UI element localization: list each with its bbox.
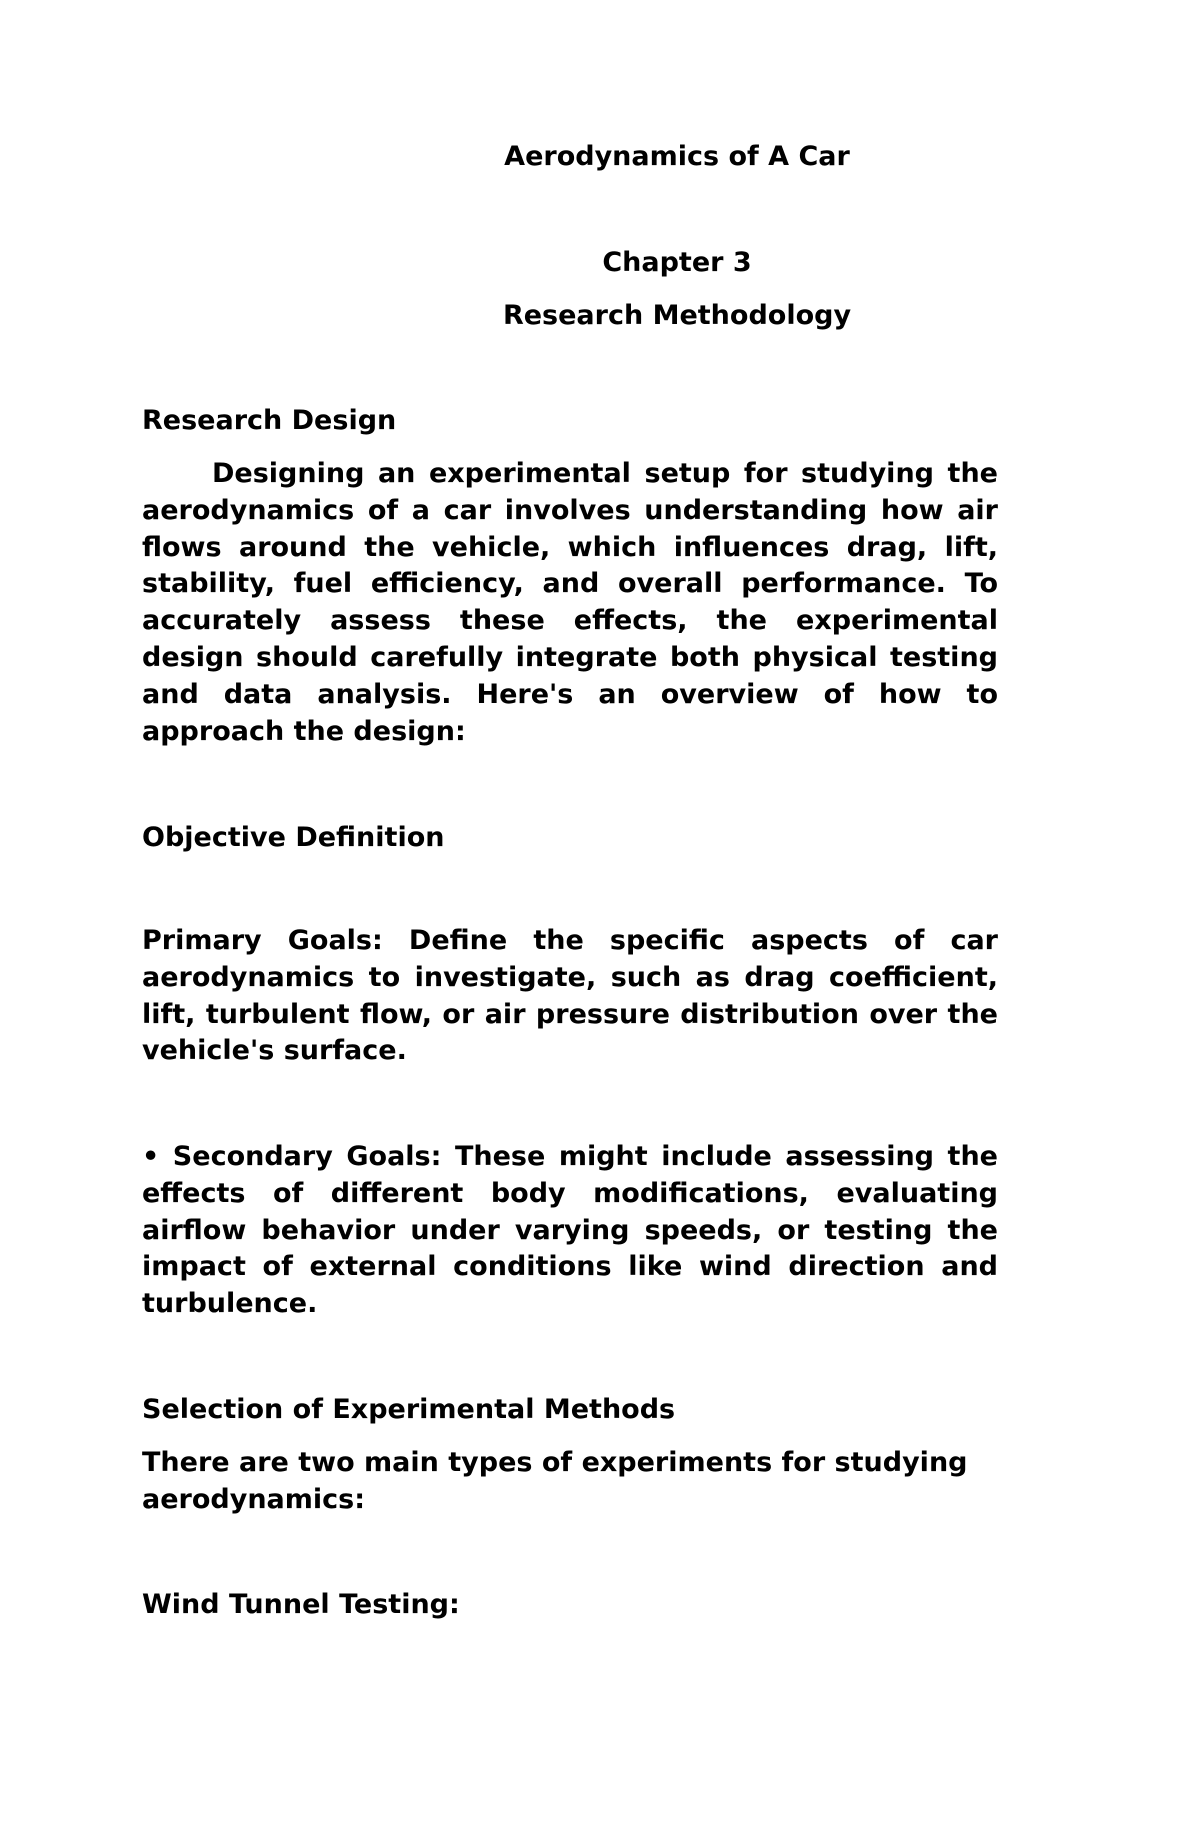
objective-definition-heading: Objective Definition — [142, 822, 445, 853]
document-title: Aerodynamics of A Car — [504, 141, 850, 172]
research-design-heading: Research Design — [142, 405, 397, 436]
experimental-methods-paragraph: There are two main types of experiments for studying aerodynamics: — [142, 1447, 968, 1515]
wind-tunnel-testing-heading: Wind Tunnel Testing: — [142, 1589, 460, 1620]
secondary-goals-bullet: • Secondary Goals: These might include assessing the effects of different body modifications, evaluating airflow behavior under varying speeds, or testing the impact of external conditions like wind direction and turbulence. — [142, 1141, 998, 1320]
research-design-paragraph: Designing an experimental setup for studying the aerodynamics of a car involves understanding how air flows around the vehicle, which influences drag, lift, stability, fuel efficiency, and overall performance. To accurately assess these effects, the experimental design should carefully integrate both physical testing and data analysis. Here's an overview of how to approach the design: — [142, 458, 998, 747]
chapter-number: Chapter 3 — [602, 247, 752, 278]
chapter-title: Research Methodology — [502, 300, 852, 331]
primary-goals-paragraph: Primary Goals: Define the specific aspects of car aerodynamics to investigate, such as drag coefficient, lift, turbulent flow, or air pressure distribution over the vehicle's surface. — [142, 925, 998, 1067]
experimental-methods-heading: Selection of Experimental Methods — [142, 1394, 676, 1425]
